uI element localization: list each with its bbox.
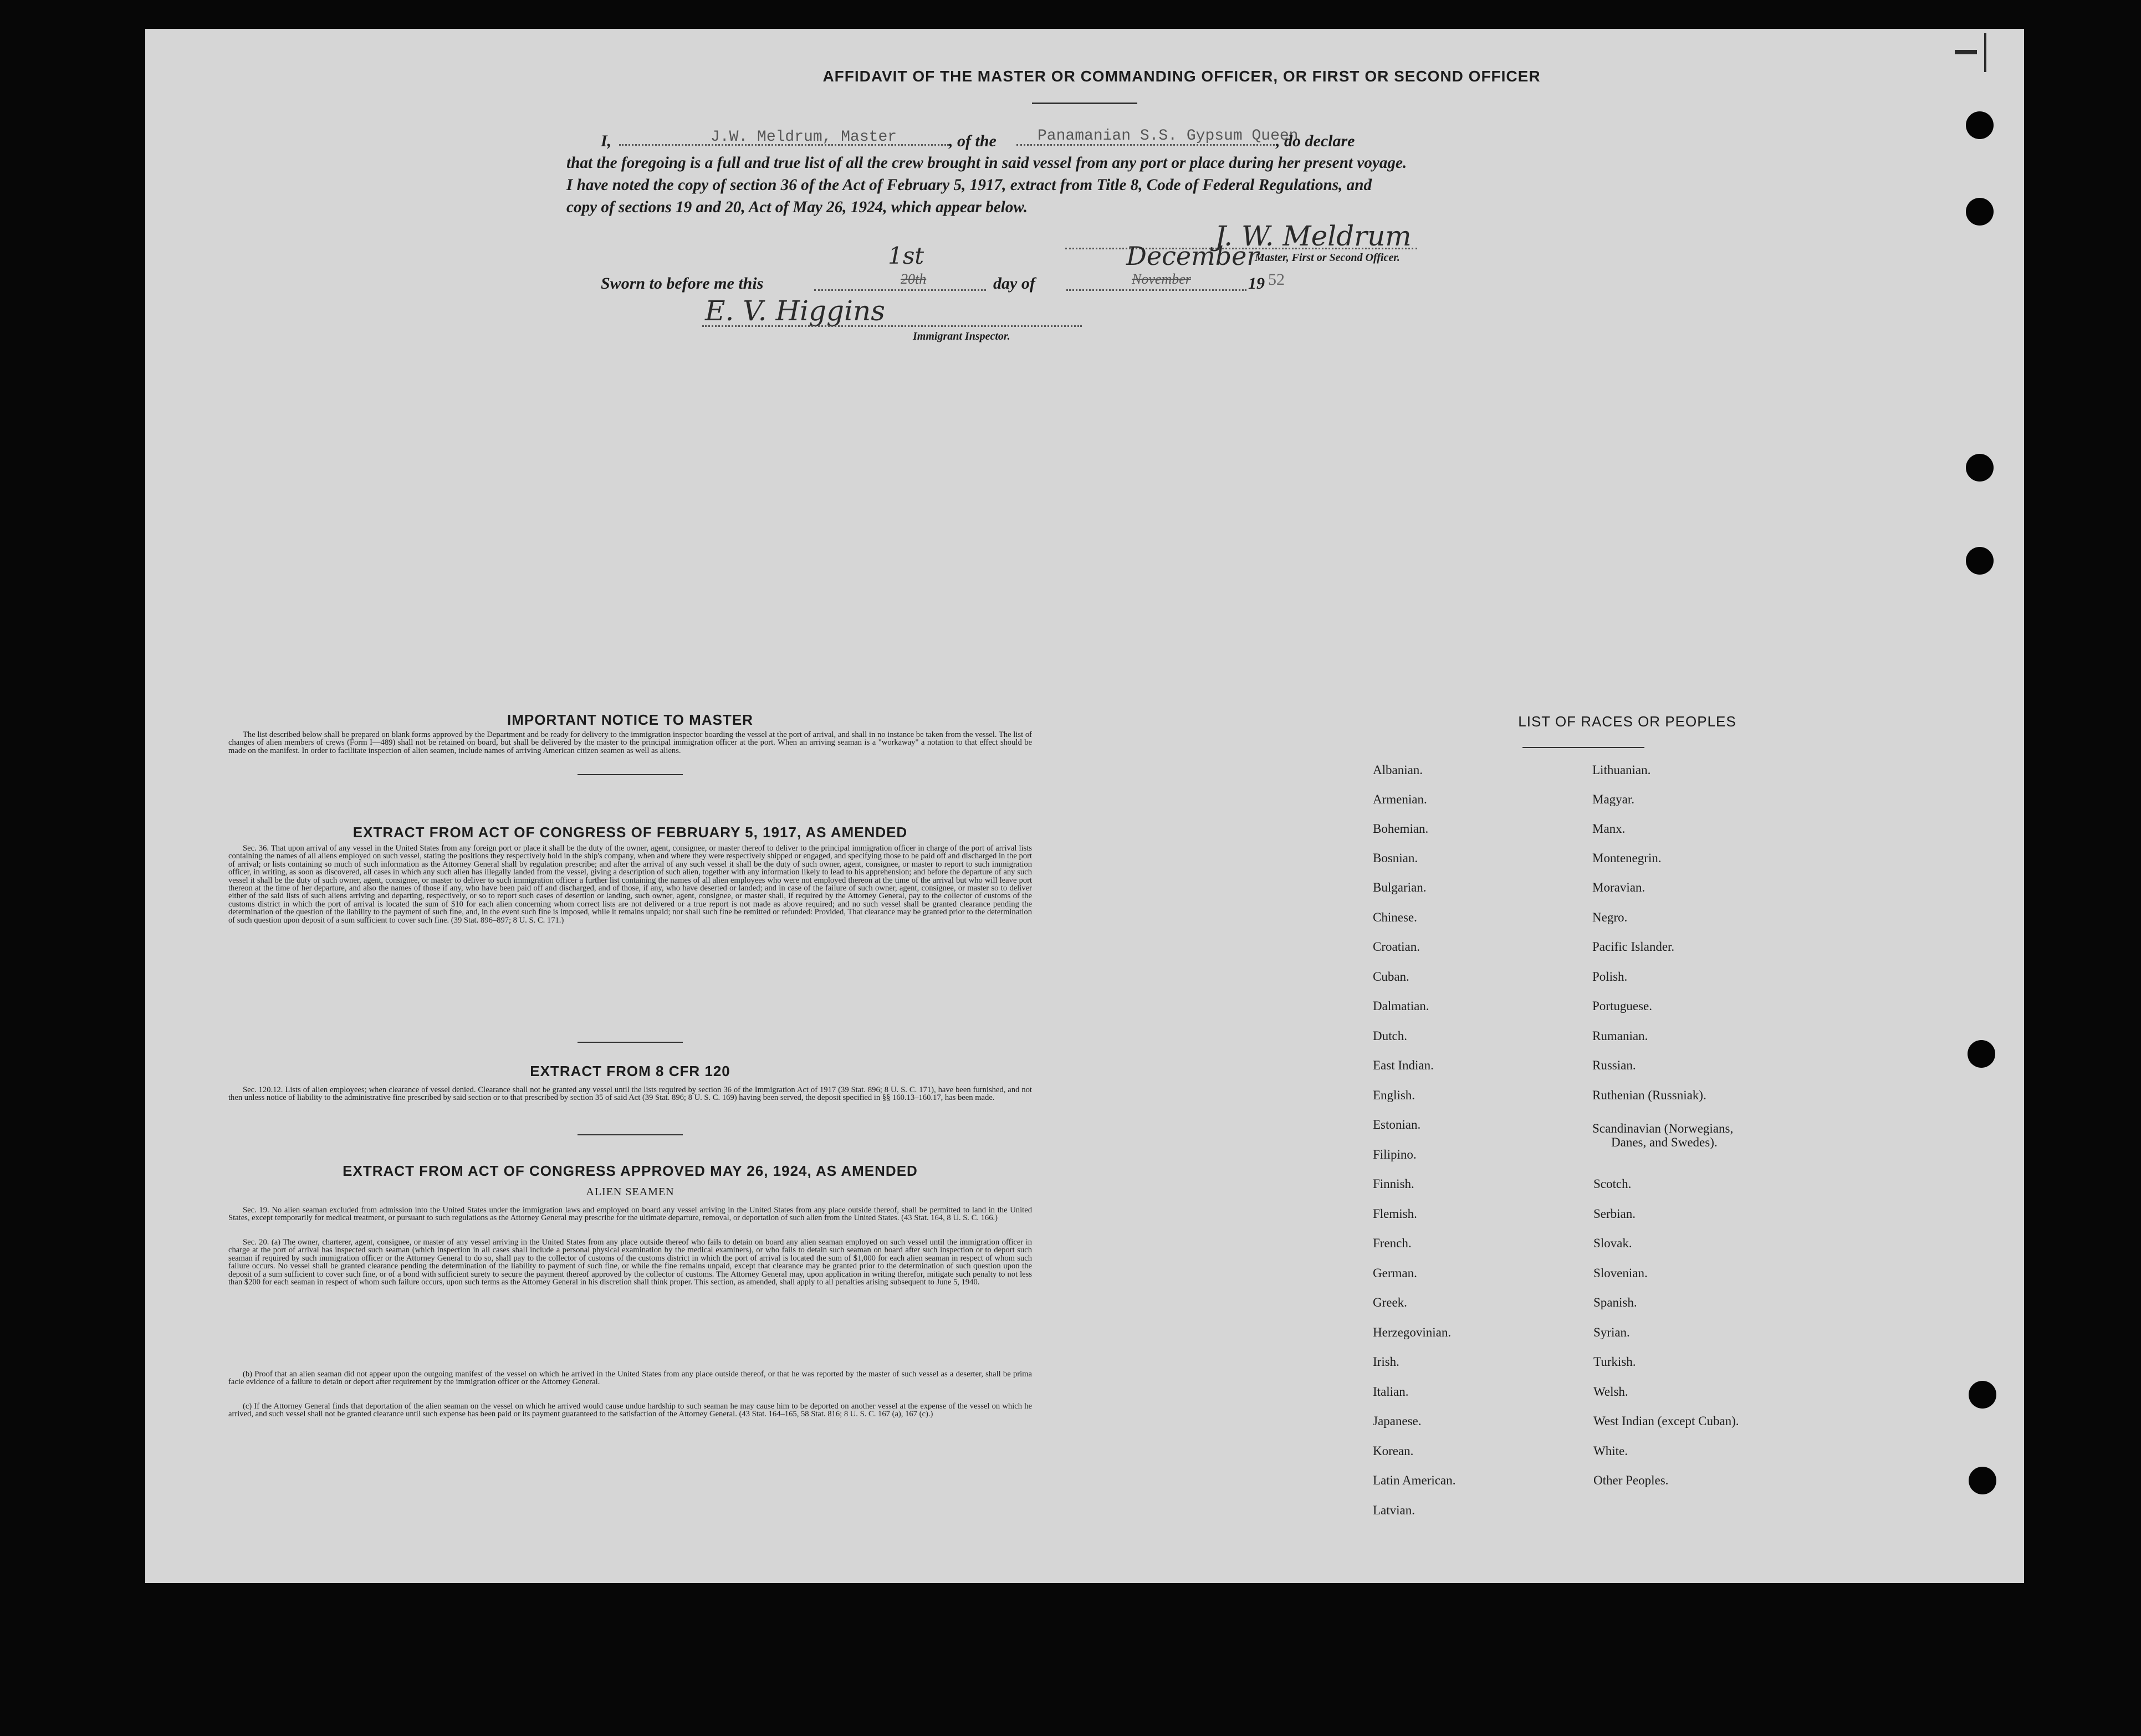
sworn-label: Sworn to before me this <box>601 274 764 293</box>
punch-hole <box>1966 198 1994 226</box>
day-of-label: day of <box>993 274 1035 293</box>
race-item: Negro. <box>1592 910 1628 924</box>
race-item: Croatian. <box>1373 940 1420 954</box>
day-value: 1st <box>888 242 924 269</box>
race-item: Filipino. <box>1373 1148 1417 1161</box>
race-item: Scandinavian (Norwegians, <box>1592 1122 1734 1135</box>
day-line <box>814 289 986 291</box>
race-item: Slovenian. <box>1593 1266 1648 1280</box>
race-item: Ruthenian (Russniak). <box>1592 1088 1706 1102</box>
master-name: J.W. Meldrum, Master <box>711 129 897 146</box>
scan-mark <box>1984 33 1986 72</box>
race-item: Other Peoples. <box>1593 1473 1669 1487</box>
race-item: Portuguese. <box>1592 999 1652 1013</box>
year-value: 52 <box>1268 270 1285 289</box>
master-signature: J. W. Meldrum <box>1215 220 1412 252</box>
affidavit-line-2: that the foregoing is a full and true list of all the crew brought in said vessel from any port or place during her present voyage. <box>566 154 1407 172</box>
race-item: Estonian. <box>1373 1118 1421 1131</box>
affidavit-line-3: I have noted the copy of section 36 of the Act of February 5, 1917, extract from Title 8, Code of Federal Regulations, and <box>566 176 1372 194</box>
race-item: Turkish. <box>1593 1355 1636 1369</box>
month-line <box>1066 289 1246 291</box>
vessel-name: Panamanian S.S. Gypsum Queen <box>1038 127 1299 145</box>
punch-hole <box>1966 111 1994 139</box>
race-item: Latvian. <box>1373 1503 1415 1517</box>
extract-1924-sec20a: Sec. 20. (a) The owner, charterer, agent, consignee, or master of any vessel arriving in the United States from any place outside thereof who fails to detain on board any alien seaman employed on such vessel until the immigration officer in charge at the port of arrival has inspected such seaman (which inspection in all cases shall include a personal physical examination by the medical examiners), or who fails to detain such seaman on board after such inspection or to deport such seaman if required by such immigration officer or the Attorney General to do so, shall pay to the collector of customs of the customs district in which the port of arrival is located the sum of $1,000 for each alien seaman in respect of whom such failure occurs. No vessel shall be granted clearance pending the determination of the liability to payment of such fine, or while the fine remains unpaid, except that clearance may be granted prior to the determination of such question upon the deposit of a sum sufficient to cover such fine, or of a bond with sufficient surety to secure the payment thereof approved by the collector of customs. The Attorney General may, upon application in writing therefor, mitigate such penalty to not less than $200 for each seaman in respect of whom such failure occurs, upon such terms as the Attorney General in his discretion shall think proper. This section, as amended, shall apply to all penalties arising subsequent to June 5, 1940. <box>228 1238 1032 1287</box>
race-item: Russian. <box>1592 1058 1636 1072</box>
inspector-caption: Immigrant Inspector. <box>913 330 1010 342</box>
race-item: Irish. <box>1373 1355 1399 1369</box>
notice-title: IMPORTANT NOTICE TO MASTER <box>507 711 753 728</box>
document-page <box>145 29 2024 1583</box>
race-item: Pacific Islander. <box>1592 940 1675 954</box>
race-item: Polish. <box>1592 970 1628 984</box>
race-item: English. <box>1373 1088 1416 1102</box>
notice-rule <box>578 774 683 775</box>
race-item: Herzegovinian. <box>1373 1325 1452 1339</box>
inspector-line <box>702 325 1082 327</box>
race-item: Dalmatian. <box>1373 999 1429 1013</box>
extract-cfr-text: Sec. 120.12. Lists of alien employees; when clearance of vessel denied. Clearance shall not be granted any vessel until the lists required by section 36 of the Immigration Act of 1917 (39 Stat. 896; 8 U. S. C. 171), have been furnished, and not then unless notice of liability to the administrative fine prescribed by said section or to that prescribed by section 35 of said Act (39 Stat. 896; 8 U. S. C. 169) having been served, the deposit specified in §§ 160.13–160.17, has been made. <box>228 1085 1032 1103</box>
race-item: Welsh. <box>1593 1385 1628 1399</box>
do-declare-label: , do declare <box>1276 132 1355 150</box>
day-struck: 20th <box>901 271 927 287</box>
race-item: Moravian. <box>1592 880 1646 894</box>
extract-1924-sec19: Sec. 19. No alien seaman excluded from admission into the United States under the immigration laws and employed on board any vessel arriving in the United States from any place outside thereof, shall be permitted to land in the United States, except temporarily for medical treatment, or pursuant to such regulations as the Attorney General may prescribe for the ultimate departure, removal, or deportation of such alien from the United States. (43 Stat. 164, 8 U. S. C. 166.) <box>228 1206 1032 1223</box>
race-item: Korean. <box>1373 1444 1414 1458</box>
extract-1924-sec20b: (b) Proof that an alien seaman did not appear upon the outgoing manifest of the vessel on which he arrived in the United States from any place outside thereof, or that he was reported by the master of such vessel as a deserter, shall be prima facie evidence of a failure to detain or deport after requirement by the immigration officer or the Attorney General. <box>228 1370 1032 1387</box>
race-item: Bulgarian. <box>1373 880 1427 894</box>
document-title: AFFIDAVIT OF THE MASTER OR COMMANDING OFFICER, OR FIRST OR SECOND OFFICER <box>822 68 1541 85</box>
master-caption: Master, First or Second Officer. <box>1255 252 1400 264</box>
extract-cfr-title: EXTRACT FROM 8 CFR 120 <box>530 1063 730 1079</box>
extract-1917-text: Sec. 36. That upon arrival of any vessel in the United States from any foreign port or place it shall be the duty of the owner, agent, consignee, or master thereof to deliver to the principal immigration officer in charge of the port of arrival lists containing the names of all aliens employed on such vessel, stating the positions they respectively hold in the ship's company, when and where they were respectively shipped or engaged, and specifying those to be paid off and discharged in the port of arrival; or lists containing so much of such information as the Attorney General shall by regulation prescribe; and after the arrival of any such vessel it shall be the duty of such owner, agent, consignee, or master to report to such immigration officer, in writing, as soon as discovered, all cases in which any such alien has illegally landed from the vessel, giving a description of such alien, together with any information likely to lead to his apprehension; and before the departure of any such vessel it shall be the duty of such owner, agent, consignee, or master to deliver to such immigration officer a further list containing the names of all alien employees who were not employed thereon at the time of the arrival but who will leave port thereon at the time of her departure, and also the names of those if any, who have been paid off and discharged, and of those, if any, who have deserted or landed; and in case of the failure of such owner, agent, consignee, or master so to deliver either of the said lists of such aliens arriving and departing, respectively, or so to report such cases of desertion or landing, such owner, agent, consignee, or master shall, if required by the Attorney General, pay to the collector of customs of the customs district in which the port of arrival is located the sum of $10 for each alien concerning whom correct lists are not delivered or a true report is not made as above required; and no such vessel shall be granted clearance pending the determination of the question of the liability to the payment of such fine, and, in the event such fine is imposed, while it remains unpaid; nor shall such fine be remitted or refunded: Provided, That clearance may be granted prior to the determination of such question upon deposit of a sum sufficient to cover such fine. (39 Stat. 896–897; 8 U. S. C. 171.) <box>228 844 1032 925</box>
race-item: White. <box>1593 1444 1628 1458</box>
race-item: Manx. <box>1592 822 1626 836</box>
race-item: Danes, and Swedes). <box>1611 1135 1718 1149</box>
race-item: Cuban. <box>1373 970 1409 984</box>
race-item: Scotch. <box>1593 1177 1632 1191</box>
race-item: Japanese. <box>1373 1414 1422 1428</box>
race-item: Syrian. <box>1593 1325 1630 1339</box>
race-item: Lithuanian. <box>1592 763 1651 777</box>
punch-hole <box>1966 547 1994 575</box>
race-item: West Indian (except Cuban). <box>1593 1414 1739 1428</box>
race-item: French. <box>1373 1236 1412 1250</box>
race-item: Bosnian. <box>1373 851 1418 865</box>
race-item: Greek. <box>1373 1295 1407 1309</box>
race-item: Slovak. <box>1593 1236 1632 1250</box>
races-rule <box>1522 747 1644 748</box>
race-item: Chinese. <box>1373 910 1417 924</box>
extract-cfr-rule <box>578 1134 683 1135</box>
month-struck: November <box>1132 271 1191 287</box>
year-prefix: 19 <box>1248 274 1265 293</box>
of-the-label: , of the <box>949 132 997 150</box>
race-item: Bohemian. <box>1373 822 1429 836</box>
race-item: Serbian. <box>1593 1207 1636 1221</box>
affidavit-i-label: I, <box>601 132 612 150</box>
race-item: Dutch. <box>1373 1029 1407 1043</box>
race-item: Magyar. <box>1592 792 1635 806</box>
race-item: Albanian. <box>1373 763 1423 777</box>
race-item: Armenian. <box>1373 792 1427 806</box>
punch-hole <box>1969 1467 1996 1494</box>
punch-hole <box>1969 1381 1996 1409</box>
race-item: Rumanian. <box>1592 1029 1648 1043</box>
extract-1924-sec20c: (c) If the Attorney General finds that deportation of the alien seaman on the vessel on which he arrived would cause undue hardship to such seaman he may cause him to be deported on another vessel at the expense of the vessel on which he arrived, and such vessel shall not be granted clearance until such expense has been paid or its payment guaranteed to the satisfaction of the Attorney General. (43 Stat. 164–165, 58 Stat. 816; 8 U. S. C. 167 (a), 167 (c).) <box>228 1402 1032 1419</box>
inspector-signature: E. V. Higgins <box>705 295 885 327</box>
extract-1917-title: EXTRACT FROM ACT OF CONGRESS OF FEBRUARY 5, 1917, AS AMENDED <box>352 824 908 841</box>
race-item: Finnish. <box>1373 1177 1414 1191</box>
notice-text: The list described below shall be prepared on blank forms approved by the Department and be ready for delivery to the immigration inspector boarding the vessel at the port of arrival, and shall in no instance be taken from the vessel. The list of changes of alien members of crews (Form I—489) shall not be retained on board, but shall be delivered by the master to the principal immigration officer at the port. When an arriving seaman is a "workaway" a notation to that effect should be made on the manifest. In order to facilitate inspection of alien seamen, include names of arriving American citizen seamen as well as aliens. <box>228 730 1032 755</box>
month-value: December <box>1126 241 1259 271</box>
extract-1924-subtitle: ALIEN SEAMEN <box>586 1186 675 1198</box>
scan-mark <box>1955 50 1977 54</box>
race-item: German. <box>1373 1266 1417 1280</box>
extract-1917-rule <box>578 1042 683 1043</box>
title-rule <box>1032 103 1137 104</box>
punch-hole <box>1966 454 1994 482</box>
race-item: Spanish. <box>1593 1295 1637 1309</box>
race-item: Flemish. <box>1373 1207 1417 1221</box>
race-item: East Indian. <box>1373 1058 1434 1072</box>
extract-1924-title: EXTRACT FROM ACT OF CONGRESS APPROVED MAY 26, 1924, AS AMENDED <box>343 1163 918 1179</box>
race-item: Latin American. <box>1373 1473 1456 1487</box>
affidavit-line-4: copy of sections 19 and 20, Act of May 26, 1924, which appear below. <box>566 198 1028 216</box>
races-title: LIST OF RACES OR PEOPLES <box>1518 713 1736 730</box>
race-item: Montenegrin. <box>1592 851 1662 865</box>
punch-hole <box>1968 1040 1995 1068</box>
race-item: Italian. <box>1373 1385 1409 1399</box>
